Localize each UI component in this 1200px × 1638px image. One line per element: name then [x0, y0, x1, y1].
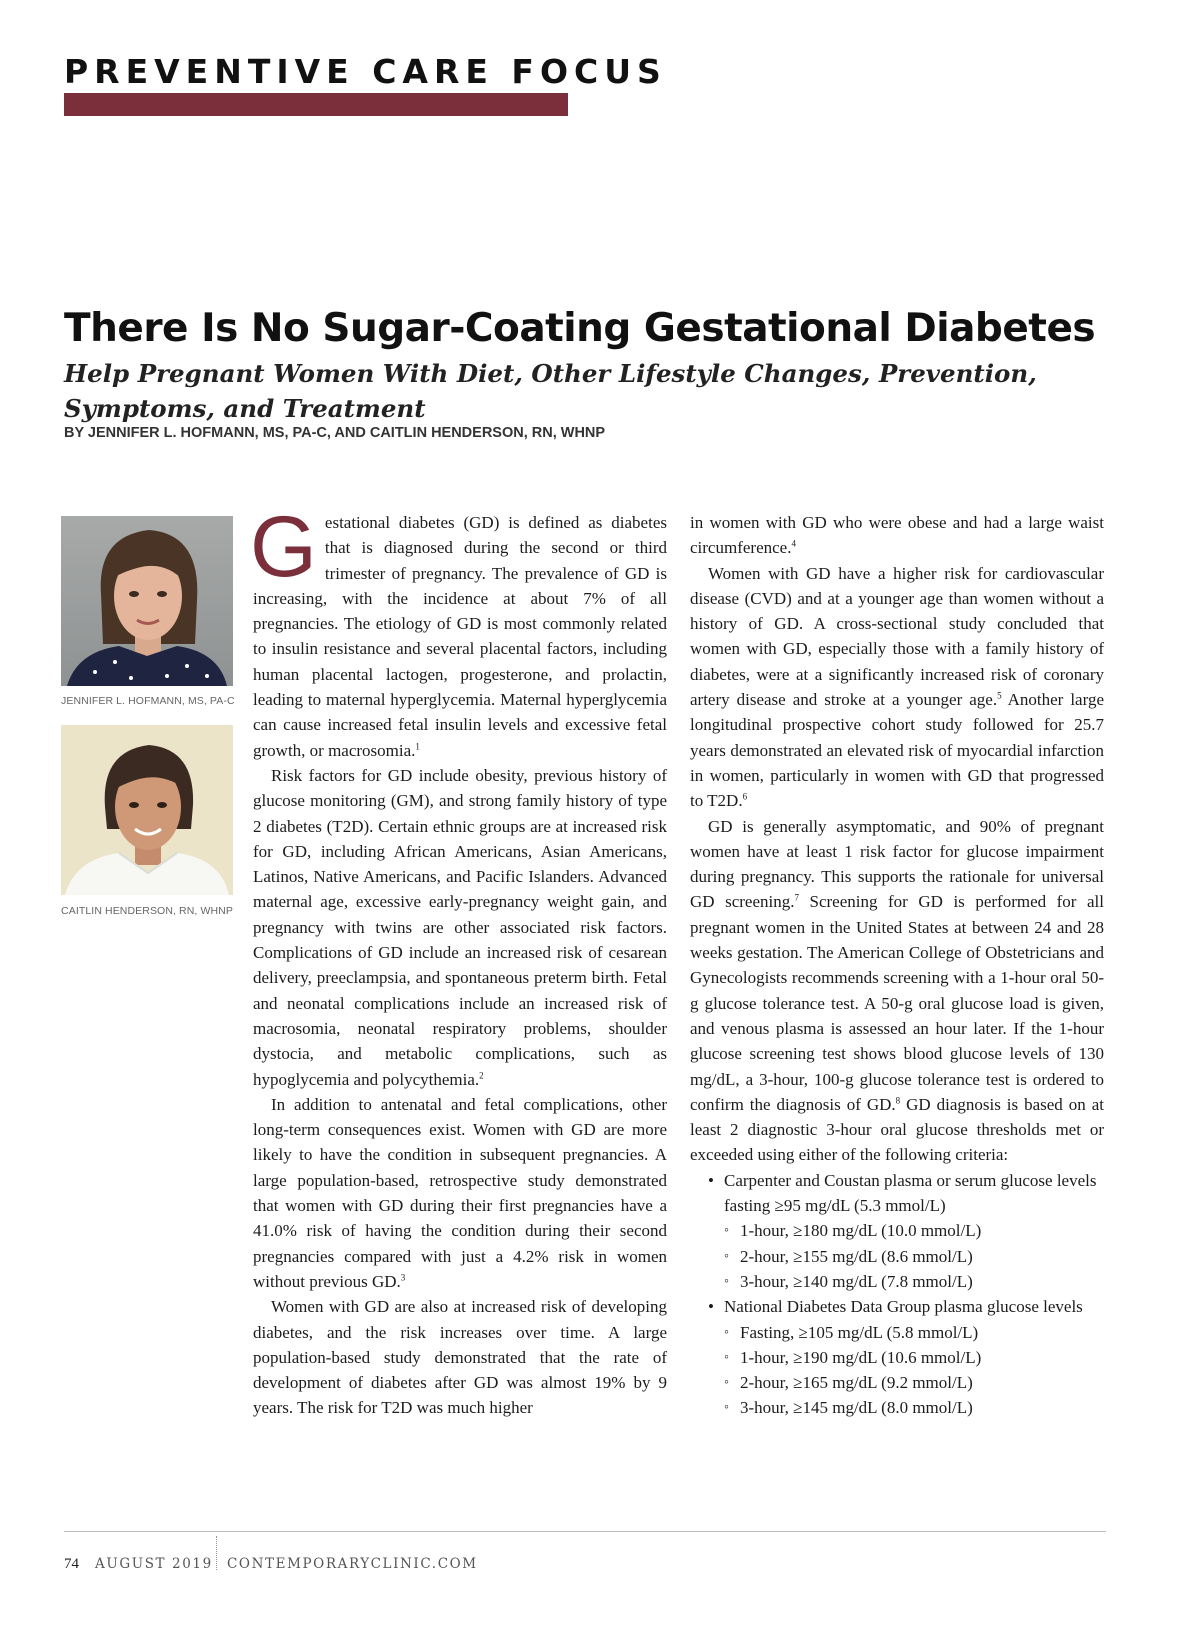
author-photo-hofmann [61, 516, 233, 686]
article-column-1 [250, 499, 667, 1421]
threshold-list [724, 1320, 1104, 1421]
threshold-item: ◦ 1-hour, ≥180 mg/dL (10.0 mmol/L) [724, 1218, 1104, 1243]
page-number: 74 [64, 1556, 79, 1572]
paragraph: Women with GD have a higher risk for cardiovascular disease (CVD) and at a younger age than women without a history of GD. A cross-sectional study concluded that women with GD, especially those with a family history of diabetes, were at a significantly increased risk of coronary artery disease and stroke at a younger age.$^5$ Another large longitudinal prospective cohort study followed for 25.7 years demonstrated an elevated risk of myocardial infarction in women, particularly in women with GD that progressed to T2D.$^6$ [690, 563, 1105, 811]
threshold-list [724, 1218, 1104, 1294]
paragraph: Gestational diabetes (GD) is defined as diabetes that is diagnosed during the second or third trimester of pregnancy. The prevalence of GD is increasing, with the incidence at about 7% of all pregnancies. The etiology of GD is most commonly related to insulin resistance and several placental factors, including human placental lactogen, progesterone, and prolactin, leading to maternal hyperglycemia. Maternal hyperglycemia can cause increased fetal insulin levels and excessive fetal growth, or macrosomia.$^1$ [250, 499, 667, 760]
section-label: PREVENTIVE CARE FOCUS [64, 52, 667, 91]
paragraph: in women with GD who were obese and had a large waist circumference.$^4$ [690, 513, 1104, 558]
issue-date: AUGUST 2019 [95, 1556, 213, 1572]
paragraph: GD is generally asymptomatic, and 90% of pregnant women have at least 1 risk factor for glucose impairment during pregnancy. This supports the rationale for universal GD screening.$^7$ Screening for GD is performed for all pregnant women in the United States at between 24 and 28 weeks gestation. The American College of Obstetricians and Gynecologists recommends screening with a 1-hour oral 50-g glucose tolerance test. A 50-g oral glucose load is given, and venous plasma is assessed an hour later. If the 1-hour glucose screening test shows blood glucose levels of 130 mg/dL, a 3-hour, 100-g glucose tolerance test is ordered to confirm the diagnosis of GD.$^8$ GD diagnosis is based on at least 2 diagnostic 3-hour oral glucose thresholds met or exceeded using either of the following criteria: [690, 816, 1104, 1165]
reference-marker: 2 [479, 1069, 484, 1080]
criteria-item: • National Diabetes Data Group plasma glucose levels ◦ Fasting, ≥105 mg/dL (5.8 mmol/L) ◦ 1-hour, ≥190 mg/dL (10.6 mmol/L) ◦ 2-hour, ≥165 mg/dL (9.2 mmol/L) ◦ 3-hour, ≥145 mg/dL (8.0 mmol/L) [690, 1294, 1104, 1420]
article-subtitle: Help Pregnant Women With Diet, Other Lifestyle Changes, Prevention, Symptoms, and Treatment [64, 359, 1037, 423]
criteria-item: • Carpenter and Coustan plasma or serum glucose levels fasting ≥95 mg/dL (5.3 mmol/L) ◦ 1-hour, ≥180 mg/dL (10.0 mmol/L) ◦ 2-hour, ≥155 mg/dL (8.6 mmol/L) ◦ 3-hour, ≥140 mg/dL (7.8 mmol/L) [690, 1168, 1104, 1294]
section-color-bar [64, 93, 568, 116]
paragraph: Women with GD are also at increased risk of developing diabetes, and the risk increases over time. A large population-based study demonstrated that the rate of development of diabetes after GD was almost 19% by 9 years. The risk for T2D was much higher [253, 1297, 667, 1418]
reference-marker: 6 [742, 791, 748, 802]
article-title: There Is No Sugar-Coating Gestational Diabetes [64, 306, 1096, 351]
reference-marker: 8 [895, 1095, 901, 1106]
website-link[interactable]: CONTEMPORARYCLINIC.COM [227, 1556, 478, 1572]
criteria-list [690, 1168, 1104, 1421]
reference-marker: 5 [997, 690, 1002, 701]
paragraph: In addition to antenatal and fetal complications, other long-term consequences exist. Women with GD are more likely to have the condition in subsequent pregnancies. A large population-based, retrospective study demonstrated that women with GD during their first pregnancies have a 41.0% risk of having the condition during their second pregnancies compared with just a 4.2% risk in women without previous GD.$^3$ [253, 1094, 667, 1291]
author-photo-henderson [61, 725, 233, 895]
author-caption-hofmann: JENNIFER L. HOFMANN, MS, PA-C [61, 695, 235, 707]
reference-marker: 7 [794, 892, 799, 903]
article-column-2 [690, 510, 1104, 1421]
reference-marker: 1 [415, 741, 420, 752]
paragraph: Risk factors for GD include obesity, previous history of glucose monitoring (GM), and strong family history of type 2 diabetes (T2D). Certain ethnic groups are at increased risk for GD, including African Americans, Asian Americans, Latinos, Native Americans, and Pacific Islanders. Advanced maternal age, excessive early-pregnancy weight gain, and pregnancy with twins are other associated risk factors. Complications of GD include an increased risk of cesarean delivery, preeclampsia, and spontaneous preterm birth. Fetal and neonatal complications include an increased risk of macrosomia, neonatal respiratory problems, shoulder dystocia, and metabolic complications, such as hypoglycemia and polycythemia.$^2$ [253, 765, 667, 1089]
article-byline: BY JENNIFER L. HOFMANN, MS, PA-C, AND CAITLIN HENDERSON, RN, WHNP [64, 425, 606, 441]
threshold-item: ◦ 1-hour, ≥190 mg/dL (10.6 mmol/L) [724, 1345, 1104, 1370]
footer-separator [216, 1536, 217, 1570]
author-caption-henderson: CAITLIN HENDERSON, RN, WHNP [61, 905, 233, 917]
threshold-item: ◦ 2-hour, ≥155 mg/dL (8.6 mmol/L) [724, 1244, 1104, 1269]
reference-marker: 4 [791, 538, 796, 549]
threshold-item: ◦ Fasting, ≥105 mg/dL (5.8 mmol/L) [724, 1320, 1104, 1345]
threshold-item: ◦ 3-hour, ≥145 mg/dL (8.0 mmol/L) [724, 1395, 1104, 1420]
drop-cap: G [250, 499, 317, 595]
threshold-item: ◦ 3-hour, ≥140 mg/dL (7.8 mmol/L) [724, 1269, 1104, 1294]
footer-divider [64, 1531, 1106, 1532]
reference-marker: 3 [400, 1272, 406, 1283]
threshold-item: ◦ 2-hour, ≥165 mg/dL (9.2 mmol/L) [724, 1370, 1104, 1395]
